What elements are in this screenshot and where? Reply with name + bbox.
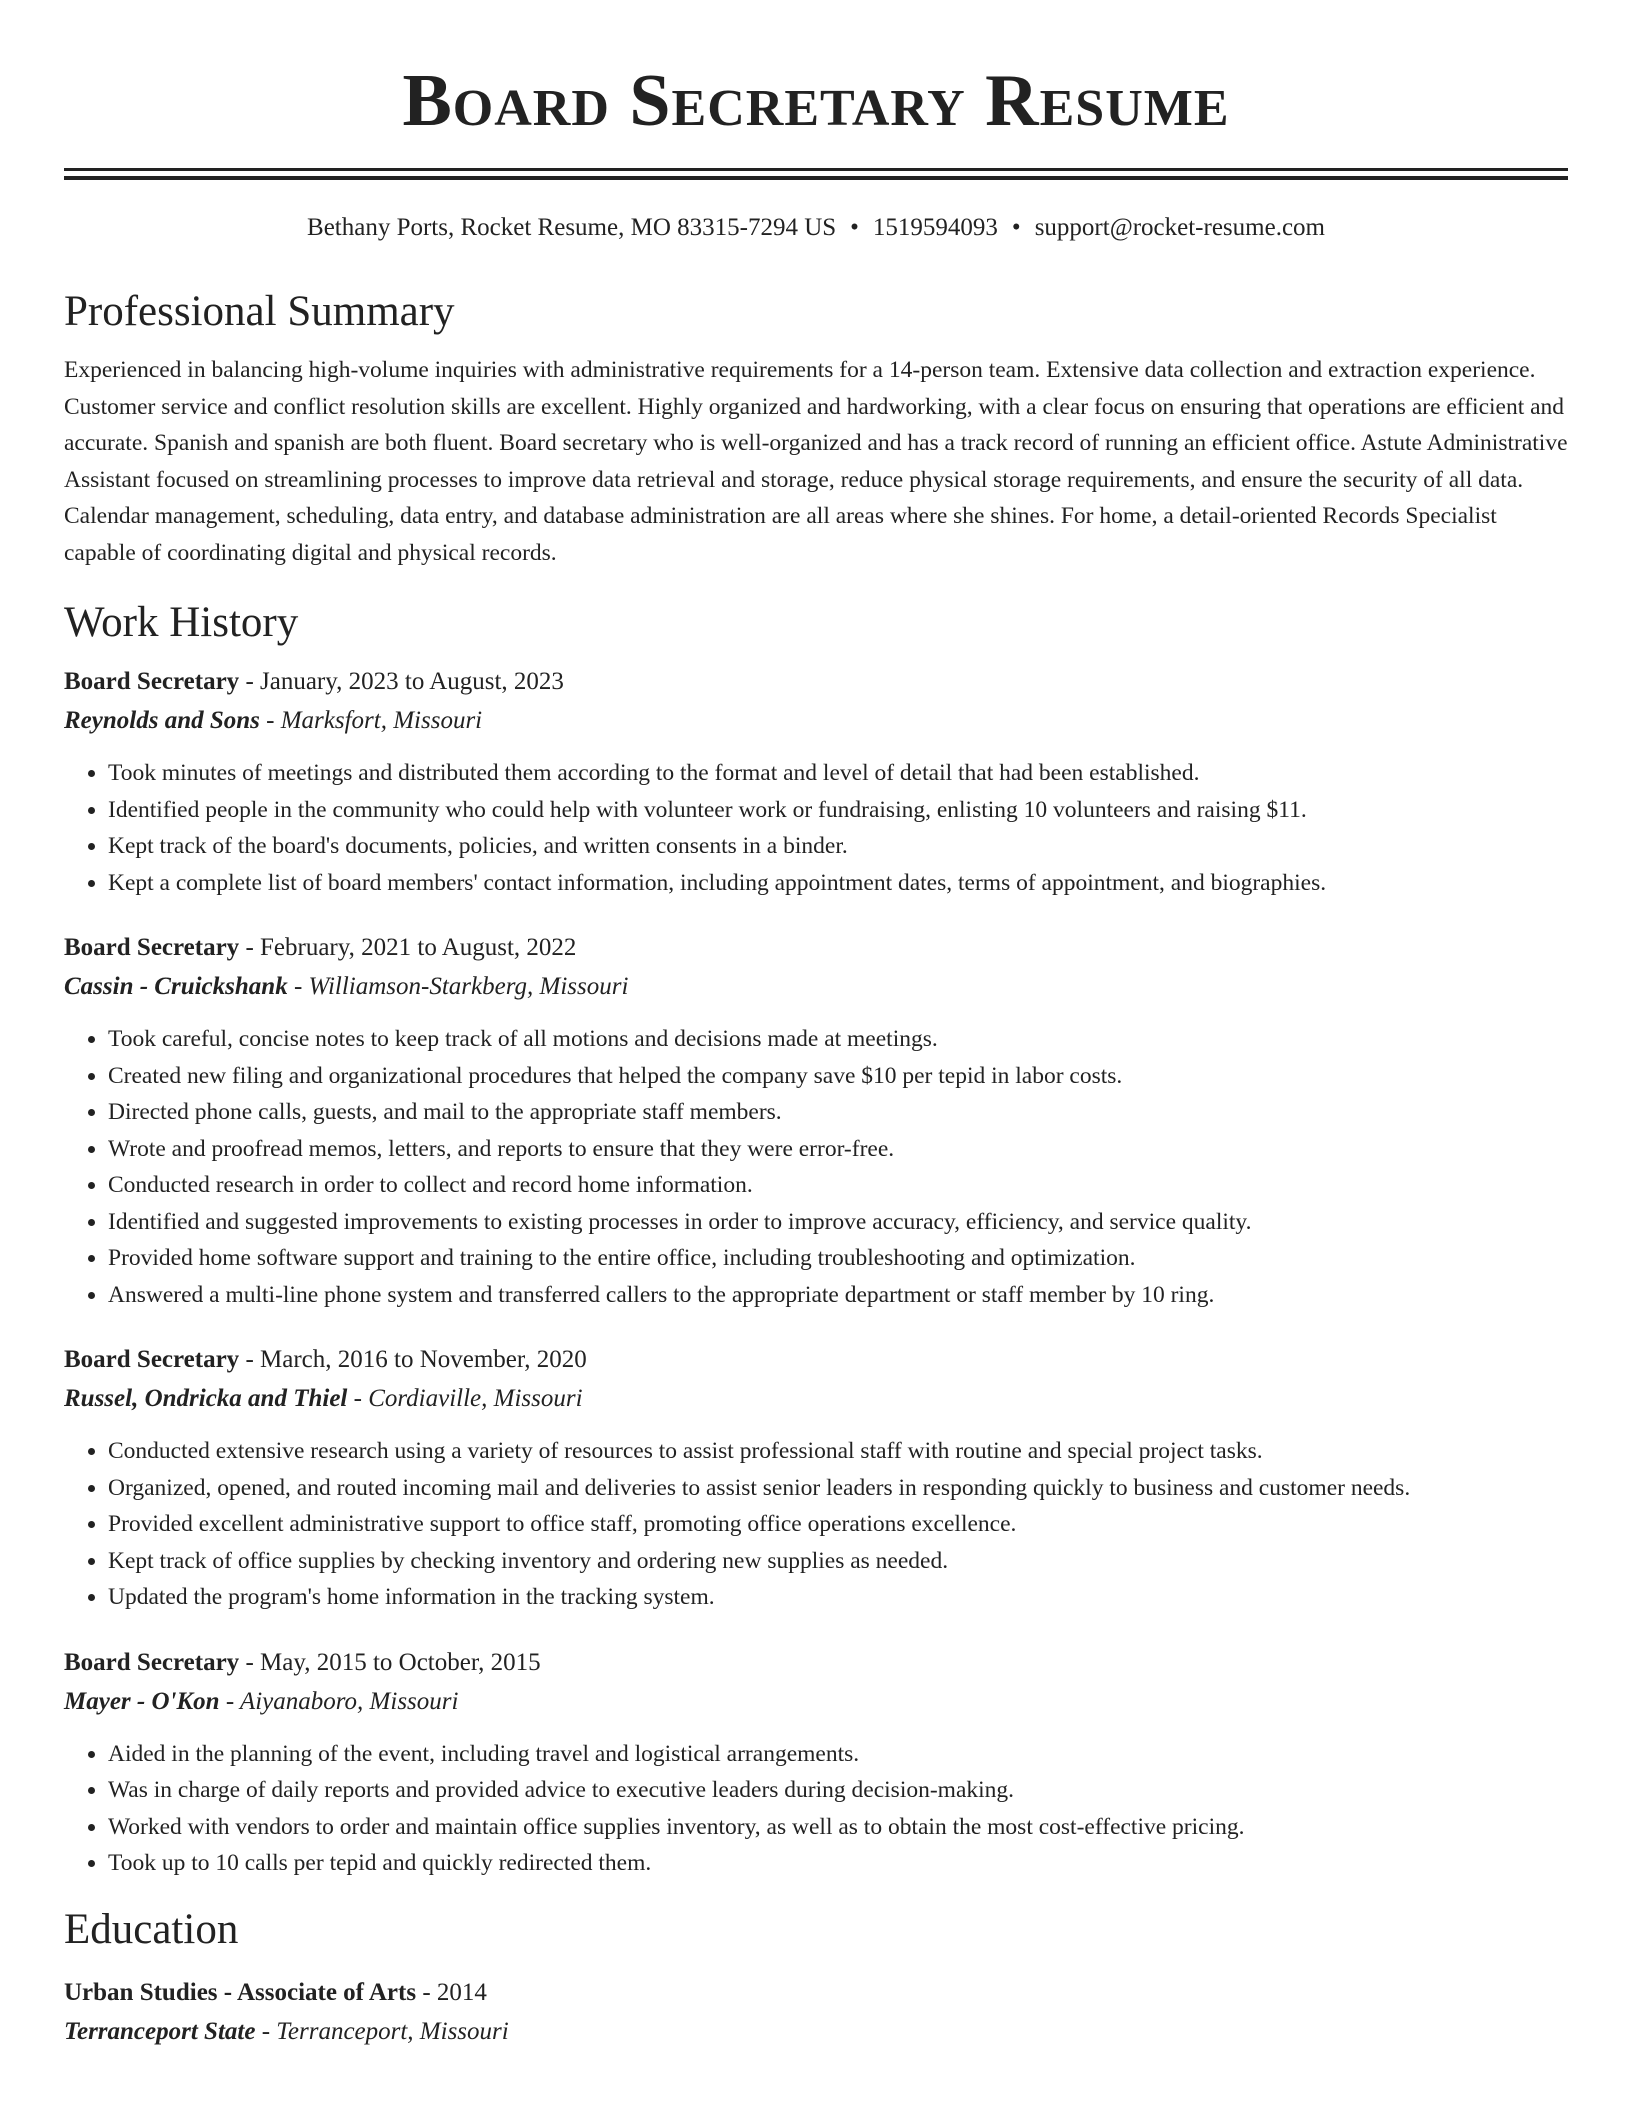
job-entry: [64, 663, 1568, 901]
summary-heading: Professional Summary: [64, 288, 455, 335]
education-heading: Education: [64, 1905, 239, 1953]
resume-title: Board Secretary Resume: [402, 60, 1230, 142]
company-line: [64, 1379, 1568, 1419]
education-entry: [64, 1974, 1568, 2052]
company-name: Mayer - O'Kon: [64, 1687, 220, 1715]
company-name: Reynolds and Sons: [64, 707, 260, 734]
list-item: • Took minutes of meetings and distributed them according to the format and level of detail that had been established.: [108, 755, 1568, 792]
job-dates: - February, 2021 to August, 2022: [239, 934, 577, 961]
summary-text: Experienced in balancing high-volume inquiries with administrative requirements for a 14-person team. Extensive data collection and extraction experience. Customer service and conflict resolution skills are excellent. Highly organized and hardworking, with a clear focus on ensuring that operations are efficient and accurate. Spanish and spanish are both fluent. Board secretary who is well-organized and has a track record of running an efficient office. Astute Administrative Assistant focused on streamlining processes to improve data retrieval and storage, reduce physical storage requirements, and ensure the security of all data. Calendar management, scheduling, data entry, and database administration are all areas where she shines. For home, a detail-oriented Records Specialist capable of coordinating digital and physical records.: [64, 357, 1568, 566]
job-dates: - March, 2016 to November, 2020: [239, 1346, 587, 1373]
company-name: Cassin - Cruickshank: [64, 973, 288, 1000]
job-entry: [64, 929, 1568, 1313]
company-location: - Marksfort, Missouri: [259, 707, 483, 734]
company-location: - Cordiaville, Missouri: [347, 1385, 583, 1412]
school-name: Terranceport State: [64, 2017, 256, 2045]
job-bullets: [64, 1433, 1568, 1616]
list-item: • Took careful, concise notes to keep track of all motions and decisions made at meetings.: [108, 1021, 1568, 1058]
list-item: • Updated the program's home information in the tracking system.: [108, 1579, 1568, 1616]
list-item: • Worked with vendors to order and maintain office supplies inventory, as well as to obtain the most cost-effective pricing.: [108, 1809, 1568, 1846]
company-line: [64, 1682, 1568, 1722]
contact-separator: •: [1011, 214, 1021, 241]
job-entry: [64, 1644, 1568, 1882]
list-item: • Kept track of the board's documents, policies, and written consents in a binder.: [108, 828, 1568, 865]
contact-address: Bethany Ports, Rocket Resume, MO 83315-7294 US: [307, 214, 837, 241]
list-item: • Identified and suggested improvements to existing processes in order to improve accuracy, efficiency, and service quality.: [108, 1204, 1568, 1241]
job-bullets: [64, 1736, 1568, 1882]
school-location: - Terranceport, Missouri: [255, 2017, 509, 2045]
list-item: • Identified people in the community who could help with volunteer work or fundraising, enlisting 10 volunteers and raising $11.: [108, 792, 1568, 829]
job-bullets: [64, 755, 1568, 901]
contact-email: support@rocket-resume.com: [1034, 214, 1325, 241]
list-item: • Answered a multi-line phone system and transferred callers to the appropriate department or staff member by 10 ring.: [108, 1277, 1568, 1314]
list-item: • Wrote and proofread memos, letters, and reports to ensure that they were error-free.: [108, 1131, 1568, 1168]
list-item: • Kept a complete list of board members' contact information, including appointment dates, terms of appointment, and biographies.: [108, 865, 1568, 902]
degree-line: [64, 1974, 1568, 2012]
job-entry: [64, 1341, 1568, 1616]
list-item: • Was in charge of daily reports and provided advice to executive leaders during decision-making.: [108, 1772, 1568, 1809]
list-item: • Conducted extensive research using a variety of resources to assist professional staff with routine and special project tasks.: [108, 1433, 1568, 1470]
list-item: • Took up to 10 calls per tepid and quickly redirected them.: [108, 1845, 1568, 1882]
job-title: Board Secretary: [64, 1346, 240, 1373]
company-location: - Aiyanaboro, Missouri: [219, 1687, 459, 1715]
job-title-line: [64, 1644, 1568, 1682]
contact-separator: •: [850, 214, 859, 241]
company-line: [64, 967, 1568, 1007]
job-dates: - January, 2023 to August, 2023: [239, 668, 564, 695]
job-bullets: [64, 1021, 1568, 1313]
job-title-line: [64, 1341, 1568, 1379]
list-item: • Conducted research in order to collect and record home information.: [108, 1167, 1568, 1204]
job-title-line: [64, 929, 1568, 967]
list-item: • Created new filing and organizational procedures that helped the company save $10 per tepid in labor costs.: [108, 1058, 1568, 1095]
job-title: Board Secretary: [64, 934, 240, 961]
list-item: • Provided home software support and training to the entire office, including troubleshooting and optimization.: [108, 1240, 1568, 1277]
list-item: • Organized, opened, and routed incoming mail and deliveries to assist senior leaders in responding quickly to business and customer needs.: [108, 1470, 1568, 1507]
job-title-line: [64, 663, 1568, 701]
company-line: [64, 701, 1568, 741]
contact-phone: 1519594093: [872, 214, 998, 241]
company-location: - Williamson-Starkberg, Missouri: [287, 973, 629, 1000]
contact-line: [64, 212, 1568, 244]
list-item: • Aided in the planning of the event, including travel and logistical arrangements.: [108, 1736, 1568, 1773]
title-rule-top: [64, 168, 1568, 171]
job-dates: - May, 2015 to October, 2015: [239, 1648, 541, 1676]
list-item: • Kept track of office supplies by checking inventory and ordering new supplies as needed.: [108, 1543, 1568, 1580]
job-title: Board Secretary: [64, 1648, 240, 1676]
title-rule-bottom: [64, 176, 1568, 180]
list-item: • Provided excellent administrative support to office staff, promoting office operations excellence.: [108, 1506, 1568, 1543]
school-line: [64, 2012, 1568, 2052]
list-item: • Directed phone calls, guests, and mail to the appropriate staff members.: [108, 1094, 1568, 1131]
work-history-heading: Work History: [64, 599, 299, 646]
job-title: Board Secretary: [64, 668, 240, 695]
degree-name: Urban Studies - Associate of Arts: [64, 1978, 417, 2006]
company-name: Russel, Ondricka and Thiel: [64, 1385, 348, 1412]
degree-year: - 2014: [416, 1978, 487, 2006]
